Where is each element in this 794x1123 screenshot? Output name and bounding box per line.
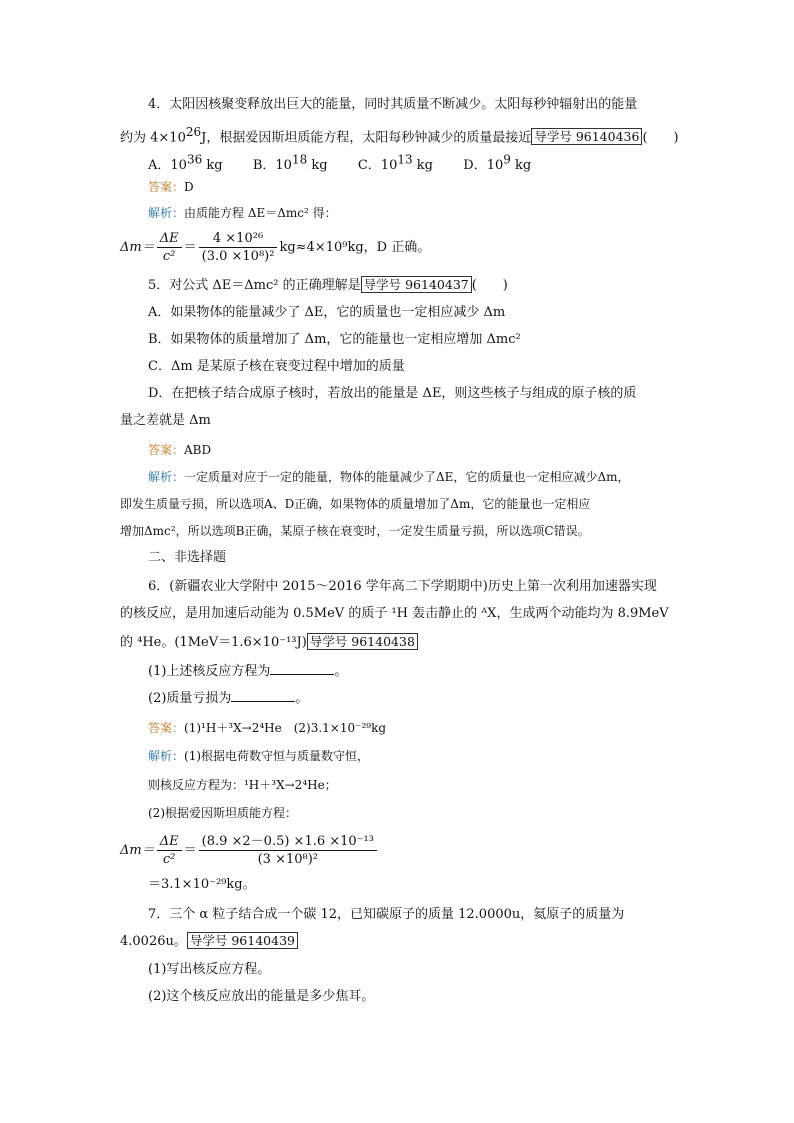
q6-sub1: (1)上述核反应方程为 。 — [148, 664, 348, 679]
option-b: B．$10^{18}$ kg — [252, 153, 328, 174]
fraction: $\frac{\text{4 ×10²⁶}}{\text{(3.0 ×10⁸)²}}$ — [199, 230, 278, 265]
q5-answer: 答案：ABD — [148, 443, 212, 457]
q5-option-d-line2: 量之差就是 Δm — [120, 413, 211, 428]
q6-analysis-line1: 解析：(1)根据电荷数守恒与质量数守恒， — [148, 749, 370, 763]
option-a: A．$10^{36}$ kg — [148, 153, 223, 174]
q5-analysis-line1: 解析：一定质量对应于一定的能量，物体的能量减少了ΔE，它的质量也一定相应减少Δm， — [148, 470, 630, 484]
fraction: $\frac{\Delta E}{\text{c²}}$ — [157, 833, 182, 868]
q7-stem-line2: 4.0026u。 导学号 96140439 — [120, 932, 298, 952]
guide-number-box: 导学号 96140437 — [361, 276, 472, 293]
q4-stem-line1: 4．太阳因核聚变释放出巨大的能量，同时其质量不断减少。太阳每秒钟辐射出的能量 — [148, 97, 638, 112]
q5-analysis-line2: 即发生质量亏损，所以选项A、D正确，如果物体的质量增加了Δm，它的能量也一定相应 — [120, 497, 591, 511]
q4-analysis: 解析：由质能方程 ΔE＝Δmc² 得： — [148, 206, 337, 220]
q6-stem-line1: 6．(新疆农业大学附中 2015～2016 学年高二下学期期中)历史上第一次利用加速器实现 — [148, 579, 657, 594]
q6-stem-line2: 的核反应，是用加速后动能为 0.5MeV 的质子 ¹H 轰击静止的 ᴬX，生成两个动能均为 8.9MeV — [120, 606, 669, 621]
guide-number-box: 导学号 96140436 — [531, 128, 642, 145]
q5-option-a: A．如果物体的能量减少了 ΔE，它的质量也一定相应减少 Δm — [148, 305, 506, 320]
q7-stem-line1: 7．三个 α 粒子结合成一个碳 12，已知碳原子的质量 12.0000u，氦原子的质量为 — [148, 907, 625, 922]
q6-sub2: (2)质量亏损为 。 — [148, 691, 309, 706]
q5-option-b: B．如果物体的质量增加了 Δm，它的能量也一定相应增加 Δmc² — [148, 332, 521, 347]
q6-analysis-line2: 则核反应方程为：¹H＋³X→2⁴He； — [148, 778, 337, 792]
section-heading: 二、非选择题 — [148, 550, 227, 565]
answer-label: 答案： — [148, 443, 185, 457]
q7-sub1: (1)写出核反应方程。 — [148, 962, 271, 977]
fraction: $\frac{\text{(8.9 ×2－0.5) ×1.6 ×10⁻¹³}}{\text{(3 ×10⁸)²}}$ — [199, 833, 377, 868]
analysis-label: 解析： — [148, 749, 185, 763]
fill-blank — [270, 662, 334, 675]
analysis-label: 解析： — [148, 206, 185, 220]
q5-analysis-line3: 增加Δmc²，所以选项B正确，某原子核在衰变时，一定发生质量亏损，所以选项C错误。 — [120, 524, 590, 538]
fraction: $\frac{\Delta E}{\text{c²}}$ — [157, 230, 182, 265]
analysis-label: 解析： — [148, 470, 185, 484]
q4-equation: Δm＝ $\frac{\Delta E}{\text{c²}}$ ＝ $\frac{\text{4 ×10²⁶}}{\text{(3.0 ×10⁸)²}}$ kg≈4×10⁹kg，D 正确。 — [120, 231, 431, 264]
q4-options — [148, 150, 531, 176]
q5-stem: 5．对公式 ΔE＝Δmc² 的正确理解是 导学号 96140437 ( ) — [148, 277, 508, 293]
guide-number-box: 导学号 96140439 — [187, 932, 298, 949]
q6-analysis-line3: (2)根据爱因斯坦质能方程： — [148, 806, 297, 820]
option-d: D．$10^9$ kg — [463, 153, 532, 174]
q6-result: ＝3.1×10⁻²⁹kg。 — [148, 877, 256, 892]
q4-stem-line2: 约为 $4\times 10^{26}J$，根据爱因斯坦质能方程，太阳每秒钟减少的质量最接近 导学号 96140436 ( ) — [120, 125, 679, 146]
answer-label: 答案： — [148, 721, 185, 735]
q7-sub2: (2)这个核反应放出的能量是多少焦耳。 — [148, 989, 375, 1004]
q5-option-c: C．Δm 是某原子核在衰变过程中增加的质量 — [148, 359, 405, 374]
answer-label: 答案： — [148, 180, 185, 194]
q6-stem-line3: 的 ⁴He。(1MeV＝1.6×10⁻¹³J) 导学号 96140438 — [120, 633, 418, 653]
guide-number-box: 导学号 96140438 — [307, 633, 418, 650]
q6-equation: Δm＝ $\frac{\Delta E}{\text{c²}}$ ＝ $\frac{\text{(8.9 ×2－0.5) ×1.6 ×10⁻¹³}}{\text{(3 ×10⁸)²}}$ — [120, 831, 379, 871]
q5-option-d-line1: D．在把核子结合成原子核时，若放出的能量是 ΔE，则这些核子与组成的原子核的质 — [148, 386, 637, 401]
q6-answer: 答案：(1)¹H＋³X→2⁴He (2)3.1×10⁻²⁹kg — [148, 721, 387, 735]
option-c: C．$10^{13}$ kg — [357, 153, 433, 174]
fill-blank — [231, 689, 295, 702]
q4-answer: 答案：D — [148, 180, 194, 194]
